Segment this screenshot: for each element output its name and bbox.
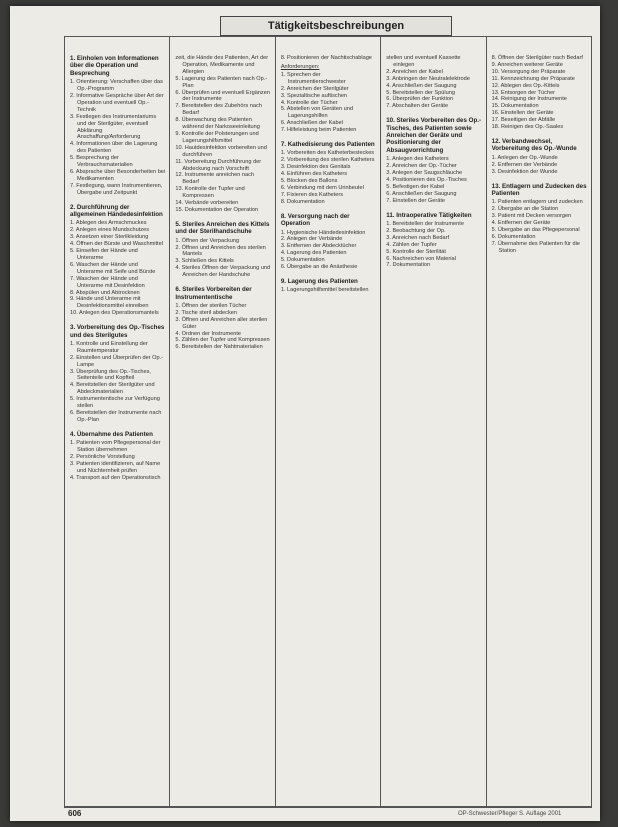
list-item: 8. Abspülen und Abtrocknen [70, 289, 140, 296]
list-item: Anforderungen: [280, 63, 320, 70]
list-item: stellen und eventuell Kassette einlegen [386, 55, 461, 68]
section-block [386, 55, 481, 110]
list-item: 6. Anschließen der Saugung [386, 190, 457, 197]
column-2 [170, 37, 275, 807]
list-item: 5. Lagerung des Patienten nach Op.-Plan [175, 75, 268, 89]
list-item: 1. Orientierung: Verschaffen über das Op.-Programm [70, 79, 163, 93]
section-block [281, 213, 376, 271]
list-item: 2. Anreichen der Op.-Tücher [386, 163, 457, 170]
list-item: 5. Dokumentation [280, 257, 325, 264]
section-block [281, 55, 376, 134]
section-block [492, 183, 587, 255]
list-item: 6. Nachreichen von Material [386, 255, 456, 262]
list-item: 3. Desinfektion des Genitals [280, 164, 351, 171]
list-item: 10. Anlegen des Operationsmantels [70, 310, 159, 317]
section-heading: 7. Kathedisierung des Patienten [280, 141, 375, 149]
list-item: 10. Hautdesinfektion vorbereiten und durchführen [175, 144, 267, 158]
list-item: 1. Patienten vom Pflegepersonal der Station übernehmen [70, 440, 161, 454]
list-item: 4. Einführen des Katheters [280, 171, 348, 178]
list-item: 2. Informative Gespräche über Art der Operation und eventuell Op.-Technik [70, 93, 164, 113]
list-item: 5. Übergabe an das Pflegepersonal [491, 226, 580, 233]
list-item: 5. Besprechung der Verbrauchsmaterialien [70, 155, 133, 169]
list-item: 1. Kontrolle und Einstellung der Raumtemperatur [70, 340, 148, 354]
list-item: 4. Steriles Öffnen der Verpackung und Anreichen der Handschuhe [175, 265, 271, 279]
list-item: 8. Überwachung des Patienten während der Narkoseeinleitung [175, 117, 260, 131]
list-item: 8. Öffnen der Sterilgüter nach Bedarf [491, 55, 583, 61]
section-block [70, 431, 165, 482]
list-item: 9. Hände und Unterarme mit Desinfektionsmittel einreiben [70, 296, 149, 310]
list-item: 5. Instrumententische zur Verfügung stellen [70, 396, 160, 410]
list-item: 6. Bereitstellen der Instrumente nach Op.-Plan [70, 410, 162, 423]
section-heading: 8. Versorgung nach der Operation [280, 212, 350, 228]
list-item: 4. Entfernen der Geräte [491, 220, 551, 227]
list-item: 7. Übernahme des Patienten für die Station [491, 240, 580, 254]
footer-source: OP-Schwester/Pfleger S. Auflage 2001 [458, 811, 562, 817]
list-item: 11. Kennzeichnung der Präparate [491, 75, 575, 82]
list-item: 3. Anreichen nach Bedarf [386, 234, 450, 241]
list-item: 5. Blocken des Ballons [280, 178, 338, 185]
list-item: 6. Absprache über Besonderheiten bei Medikamenten [70, 169, 166, 182]
list-item: 3. Desinfektion der Wunde [491, 168, 558, 175]
section-heading: 9. Lagerung des Patienten [280, 277, 358, 285]
list-item: 6. Waschen der Hände und Unterarme mit Seife und Bürste [70, 261, 156, 275]
list-item: 4. Kontrolle der Tücher [280, 99, 338, 106]
list-item: 2. Beobachtung der Op. [386, 227, 446, 234]
list-item: 7. Fixieren des Katheters [280, 191, 343, 198]
list-item: 11. Vorbereitung Durchführung der Abdeckung nach Vorschrift [175, 158, 262, 172]
list-item: 4. Transport auf den Operationstisch [70, 474, 161, 481]
list-item: 15. Dokumentation der Operation [175, 206, 259, 213]
list-item: zeit, die Hände des Patienten, Art der Operation, Medikamente und Allergien [175, 55, 269, 75]
list-item: 2. Vorbereitung des sterilen Katheters [280, 157, 375, 164]
list-item: 6. Anschließen der Kabel [280, 120, 344, 127]
list-item: 5. Einseifen der Hände und Unterarme [70, 248, 138, 261]
list-item: 2. Persönliche Vorstellung [70, 454, 135, 461]
document-page [10, 6, 600, 821]
list-item: 4. Anschließen der Saugung [386, 82, 457, 89]
column-4 [381, 37, 486, 807]
section-heading: 4. Übernahme des Patienten [70, 430, 153, 438]
list-item: 7. Einstellen der Geräte [386, 197, 445, 204]
list-item: 6. Übergabe an die Anästhesie [280, 264, 358, 271]
section-block [175, 286, 270, 351]
list-item: 12. Ablegen des Op.-Kittels [491, 82, 560, 89]
page-number: 606 [68, 809, 82, 818]
section-block [386, 212, 481, 270]
list-item: 8. Positionieren der Nachtischablage [280, 55, 372, 61]
list-item: 1. Ablegen des Armschmuckes [70, 220, 147, 227]
list-item: 7. Bereitstellen des Zubehörs nach Bedarf [175, 103, 262, 117]
list-item: 4. Öffnen der Bürste und Waschmittel [70, 241, 163, 248]
section-heading: 13. Entlagern und Zudecken des Patienten [491, 182, 587, 197]
list-item: 3. Festlegen des Instrumentariums und der Sterilgüter, eventuell Abklärung Anschaffung/Anforderung [70, 113, 157, 141]
column-1 [65, 37, 170, 807]
list-item: 3. Patienten identifizieren, auf Name und Nüchternheit prüfen [70, 460, 161, 474]
list-item: 7. Waschen der Hände und Unterarme mit Desinfektion [70, 275, 145, 289]
section-heading: 5. Steriles Anreichen des Kittels und der Sterilhandschuhe [175, 220, 270, 236]
list-item: 2. Anreichen der Sterilgüter [280, 85, 349, 92]
list-item: 5. Abstellen von Geräten und Lagerungshilfen [280, 106, 353, 120]
section-block [281, 278, 376, 294]
list-item: 9. Kontrolle der Polsterungen und Lagerungshilfsmittel [175, 130, 259, 144]
list-item: 6. Bereitstellen der Nahtmaterialien [175, 344, 263, 351]
list-item: 4. Positionieren des Op.-Tisches [386, 177, 467, 183]
section-heading: 10. Steriles Vorbereiten des Op.-Tisches, des Patienten sowie Anreichen der Geräte und Positionierung der Absaugvorrichtung [386, 117, 482, 154]
list-item: 18. Reinigen des Op.-Saales [491, 124, 564, 131]
list-item: 2. Einstellen und Überprüfen der Op.-Lampe [70, 354, 163, 368]
list-item: 3. Anbringen der Neutralelektrode [386, 75, 470, 82]
list-item: 2. Anlegen eines Mundschutzes [70, 227, 149, 234]
list-item: 4. Zählen der Tupfer [386, 241, 437, 248]
list-item: 2. Anreichen der Kabel [386, 68, 443, 75]
list-item: 6. Dokumentation [491, 233, 536, 240]
column-5 [487, 37, 591, 807]
list-item: 6. Verbindung mit dem Urinbeutel [280, 185, 364, 191]
section-heading: 12. Verbandwechsel, Vorbereitung des Op.-Wunde [491, 137, 577, 153]
list-item: 1. Bereitstellen der Instrumente [386, 221, 464, 228]
list-item: 2. Übergabe an die Station [491, 206, 559, 213]
list-item: 13. Kontrolle der Tupfer und Kompressen [175, 186, 245, 200]
list-item: 10. Versorgung der Präparate [491, 68, 566, 75]
list-item: 13. Entsorgen der Tücher [491, 89, 555, 96]
list-item: 9. Anreichen weiterer Geräte [491, 61, 563, 68]
list-item: 3. Entfernen der Abdecktücher [280, 243, 357, 250]
section-heading: 1. Einholen von Informationen über die Operation und Besprechung [70, 55, 159, 77]
content-table [64, 36, 592, 808]
list-item: 4. Informationen über die Lagerung des Patienten [70, 141, 158, 155]
list-item: 4. Ordnen der Instrumente [175, 330, 242, 337]
list-item: 5. Kontrolle der Sterilität [386, 248, 446, 255]
list-item: 1. Lagerungshilfsmittel bereitstellen [280, 287, 369, 294]
list-item: 5. Bereitstellen der Spülung [386, 89, 455, 96]
list-item: 7. Hilfeleistung beim Patienten [280, 127, 357, 134]
list-item: 6. Überprüfen der Funktion [386, 96, 454, 103]
list-item: 15. Dokumentation [491, 103, 539, 110]
list-item: 4. Bereitstellen der Sterilgüter und Abdeckmaterialien [70, 382, 155, 396]
list-item: 1. Anlegen der Op.-Wunde [491, 154, 558, 161]
list-item: 5. Zählen der Tupfer und Kompressen [175, 337, 270, 344]
list-item: 2. Anlegen der Verbände [280, 236, 343, 243]
footer-rule [64, 806, 592, 807]
list-item: 12. Instrumente anreichen nach Bedarf [175, 172, 255, 186]
section-block [492, 138, 587, 176]
section-block [70, 204, 165, 318]
section-block [175, 55, 270, 214]
section-block [386, 117, 481, 204]
list-item: 2. Entfernen der Verbände [491, 161, 558, 168]
column-3 [276, 37, 381, 807]
section-block [492, 55, 587, 131]
list-item: 1. Sprechen der Instrumentierschwester [280, 71, 346, 85]
list-item: 1. Hygienische Händedesinfektion [280, 229, 366, 236]
list-item: 1. Öffnen der sterilen Tücher [175, 302, 247, 309]
list-item: 7. Abschalten der Geräte [386, 103, 449, 110]
section-heading: 6. Steriles Vorbereiten der Instrumententische [175, 286, 252, 301]
section-block [70, 324, 165, 424]
list-item: 3. Ansetzen einer Sterilkleidung [70, 234, 149, 241]
list-item: 1. Patienten entlagern und zudecken [491, 199, 583, 206]
list-item: 17. Beseitigen der Abfälle [491, 117, 556, 124]
list-item: 14. Reinigung der Instrumente [491, 96, 567, 103]
list-item: 3. Schließen des Kittels [175, 258, 234, 265]
section-block [281, 141, 376, 206]
section-block [175, 221, 270, 279]
list-item: 6. Überprüfen und eventuell Ergänzen der Instrumente [175, 89, 270, 103]
list-item: 3. Öffnen und Anreichen aller sterilen Güter [175, 316, 268, 330]
section-heading: 2. Durchführung der allgemeinen Händedesinfektion [70, 203, 163, 219]
list-item: 7. Dokumentation [386, 262, 431, 269]
list-item: 2. Öffnen und Anreichen des sterilen Mantels [175, 244, 266, 258]
page-title: Tätigkeitsbeschreibungen [220, 16, 452, 36]
list-item: 3. Anlegen der Saugschläuche [386, 170, 463, 177]
list-item: 7. Festlegung, wann Instrumentieren, Übergabe und Zeitpunkt [70, 182, 163, 196]
list-item: 3. Überprüfung des Op.-Tisches, Seitenteile und Kopfteil [70, 368, 151, 382]
list-item: 3. Patient mit Decken versorgen [491, 213, 572, 220]
list-item: 14. Verbände vorbereiten [175, 200, 239, 207]
list-item: 3. Spezialtische auftischen [280, 92, 348, 99]
list-item: 1. Öffnen der Verpackung [175, 237, 240, 244]
section-block [70, 55, 165, 197]
section-heading: 3. Vorbereitung des Op.-Tisches und des Sterilgutes [70, 324, 165, 339]
list-item: 8. Dokumentation [280, 198, 325, 205]
list-item: 1. Vorbereiten des Katheterbesteckes [280, 150, 375, 157]
list-item: 5. Befestigen der Kabel [386, 183, 445, 190]
list-item: 2. Tische steril abdecken [175, 309, 237, 316]
list-item: 1. Anlegen des Katheters [386, 156, 449, 163]
section-heading: 11. Intraoperative Tätigkeiten [386, 211, 472, 219]
list-item: 4. Lagerung des Patienten [280, 250, 347, 257]
list-item: 16. Einstellen der Geräte [491, 110, 554, 117]
